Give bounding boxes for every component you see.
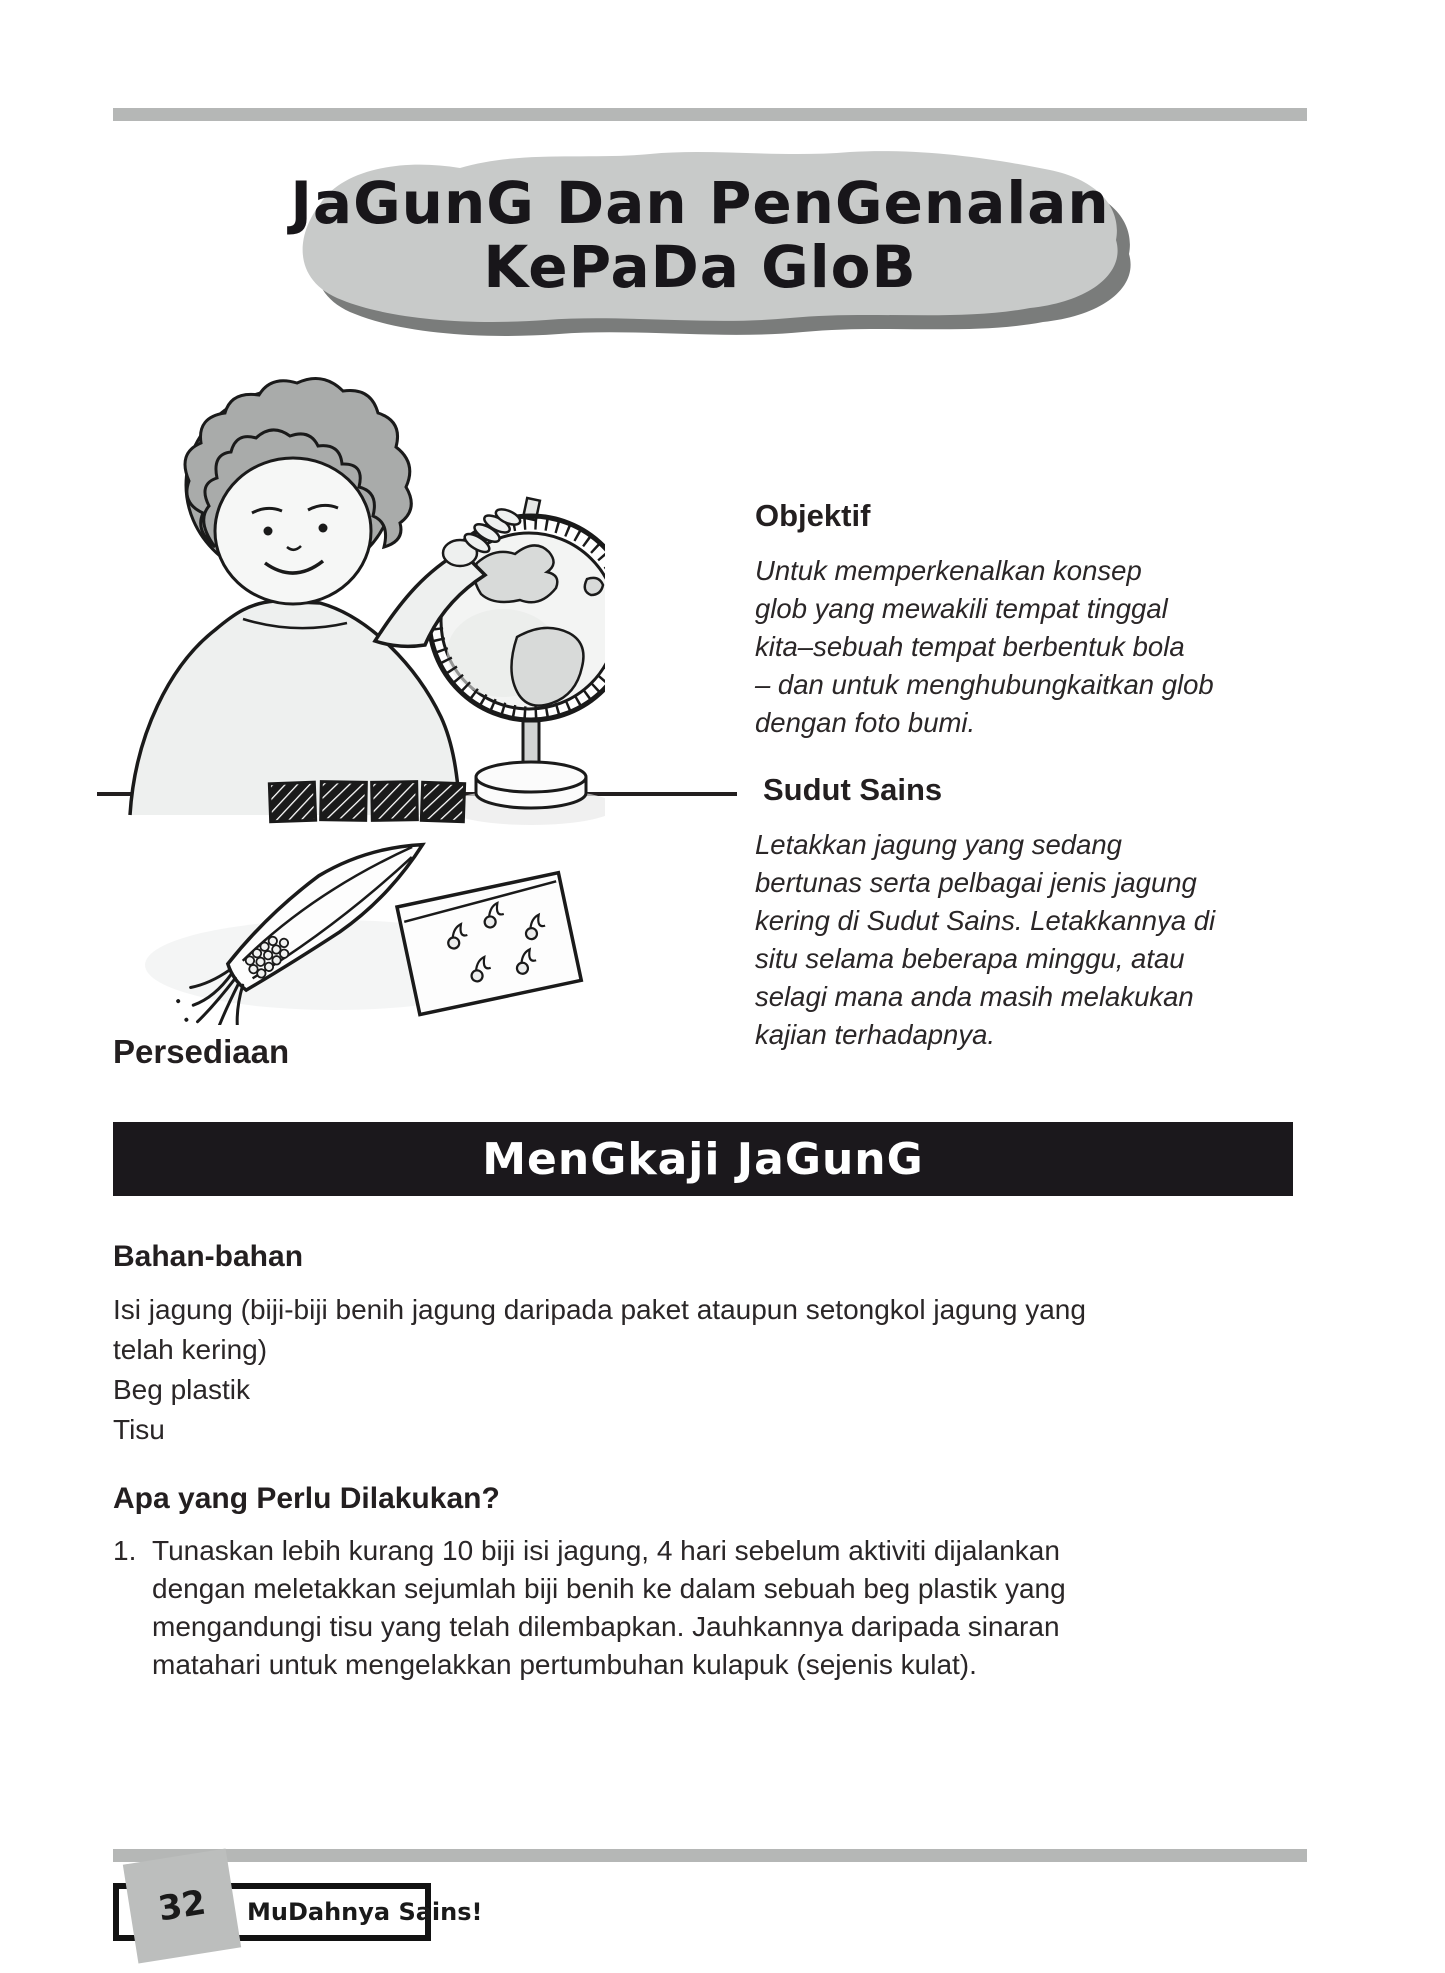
material-item: telah kering): [113, 1334, 268, 1365]
boy-with-globe-illustration: [85, 335, 605, 1025]
text-line: Untuk memperkenalkan konsep: [755, 555, 1142, 586]
text-line: Letakkan jagung yang sedang: [755, 829, 1122, 860]
objektif-heading: Objektif: [755, 498, 871, 533]
text-line: mengandungi tisu yang telah dilembapkan. Jauhkannya daripada sinaran: [152, 1611, 1060, 1642]
material-item: Isi jagung (biji-biji benih jagung daripada paket ataupun setongkol jagung yang: [113, 1294, 1086, 1325]
text-line: – dan untuk menghubungkaitkan glob: [755, 669, 1214, 700]
globe-base: [476, 762, 586, 792]
text-line: Tunaskan lebih kurang 10 biji isi jagung, 4 hari sebelum aktiviti dijalankan: [152, 1535, 1060, 1566]
page-number-badge: 32: [123, 1848, 241, 1963]
text-line: bertunas serta pelbagai jenis jagung: [755, 867, 1197, 898]
persediaan-heading: Persediaan: [113, 1033, 290, 1070]
text-line: selagi mana anda masih melakukan: [755, 981, 1194, 1012]
text-line: matahari untuk mengelakkan pertumbuhan kulapuk (sejenis kulat).: [152, 1649, 977, 1680]
book-title: MuDahnya Sains!: [247, 1898, 483, 1926]
page-title-line2: KePaDa GloB: [483, 233, 917, 301]
bahan-list: [113, 1290, 1086, 1450]
bottom-divider-bar: [113, 1849, 1307, 1862]
text-line: kajian terhadapnya.: [755, 1019, 996, 1050]
top-divider-bar: [113, 108, 1307, 121]
shirt-hatched-squares: [269, 782, 464, 822]
right-eye: [319, 524, 328, 533]
section-banner: MenGkaji JaGunG: [113, 1122, 1293, 1196]
step-1: [113, 1532, 1132, 1684]
step-text: [152, 1532, 1132, 1684]
sudut-sains-heading: Sudut Sains: [755, 772, 942, 808]
page-title-line1: JaGunG Dan PenGenalan: [290, 169, 1110, 237]
seed-bag-illustration: [397, 873, 581, 1015]
material-item: Tisu: [113, 1414, 165, 1445]
material-item: Beg plastik: [113, 1374, 250, 1405]
left-eye: [264, 527, 273, 536]
text-line: situ selama beberapa minggu, atau: [755, 943, 1185, 974]
text-line: dengan foto bumi.: [755, 707, 976, 738]
text-line: glob yang mewakili tempat tinggal: [755, 593, 1168, 624]
text-line: kita–sebuah tempat berbentuk bola: [755, 631, 1185, 662]
text-line: dengan meletakkan sejumlah biji benih ke dalam sebuah beg plastik yang: [152, 1573, 1066, 1604]
chapter-title-block: [250, 142, 1150, 337]
steps-heading: Apa yang Perlu Dilakukan?: [113, 1482, 500, 1515]
step-number: 1.: [113, 1535, 137, 1566]
boy-head: [185, 379, 411, 605]
text-line: kering di Sudut Sains. Letakkannya di: [755, 905, 1216, 936]
sudut-sains-paragraph: [755, 826, 1225, 1054]
objektif-paragraph: [755, 552, 1225, 742]
bahan-heading: Bahan-bahan: [113, 1240, 304, 1273]
